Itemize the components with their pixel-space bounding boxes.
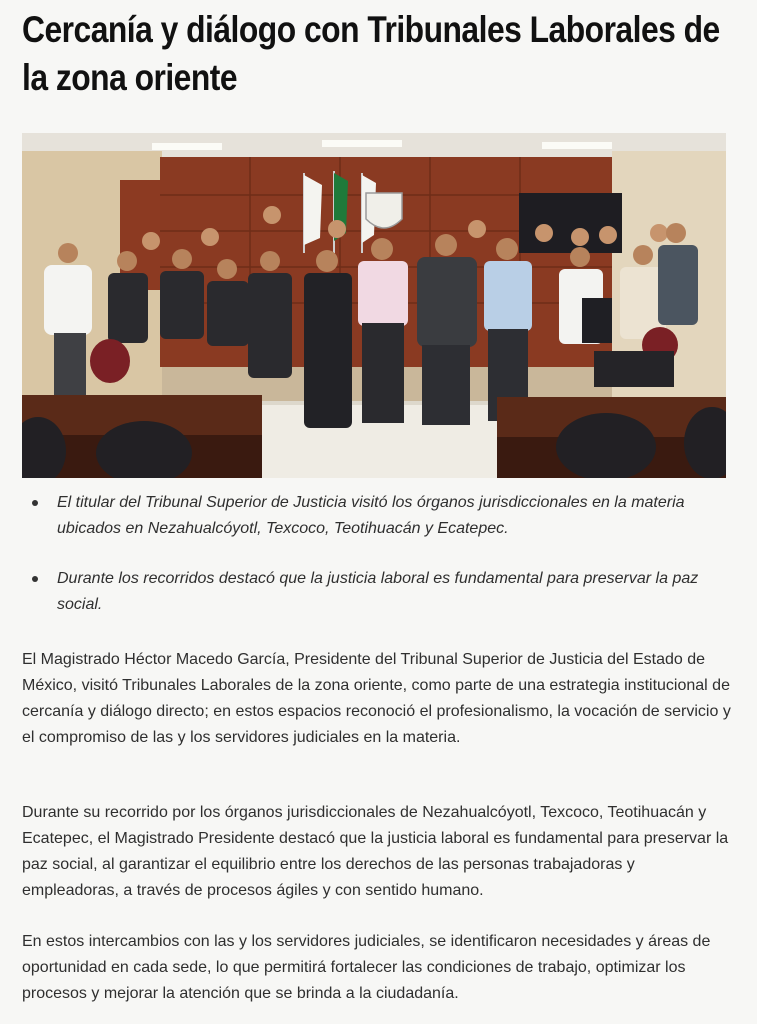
bullet-item xyxy=(22,490,732,542)
article-paragraph: En estos intercambios con las y los servidores judiciales, se identificaron necesidades y áreas de oportunidad en cada sede, lo que permitirá fortalecer las condiciones de trabajo, optimizar los procesos y mejorar la atención que se brinda a la ciudadanía. xyxy=(22,933,711,1002)
article-title: Cercanía y diálogo con Tribunales Laborales de la zona oriente xyxy=(22,9,720,98)
summary-bullets xyxy=(22,490,732,642)
bullet-text: Durante los recorridos destacó que la justicia laboral es fundamental para preservar la paz social. xyxy=(57,570,699,613)
bullet-text: El titular del Tribunal Superior de Justicia visitó los órganos jurisdiccionales en la materia ubicados en Nezahualcóyotl, Texcoco, Teotihuacán y Ecatepec. xyxy=(57,494,685,537)
article-paragraph: Durante su recorrido por los órganos jurisdiccionales de Nezahualcóyotl, Texcoco, Teotihuacán y Ecatepec, el Magistrado Presidente destacó que la justicia laboral es fundamental para preservar la paz social, al garantizar el equilibrio entre los derechos de las personas trabajadoras y empleadoras, a través de procesos ágiles y con sentido humano. xyxy=(22,804,729,899)
article-paragraph: El Magistrado Héctor Macedo García, Presidente del Tribunal Superior de Justicia del Estado de México, visitó Tribunales Laborales de la zona oriente, como parte de una estrategia institucional de cercanía y diálogo directo; en estos espacios reconoció el profesionalismo, la vocación de servicio y el compromiso de las y los servidores judiciales en la materia. xyxy=(22,651,731,746)
bullet-icon xyxy=(32,576,38,582)
bullet-icon xyxy=(32,500,38,506)
group-photo xyxy=(22,133,726,478)
bullet-item xyxy=(22,566,732,618)
